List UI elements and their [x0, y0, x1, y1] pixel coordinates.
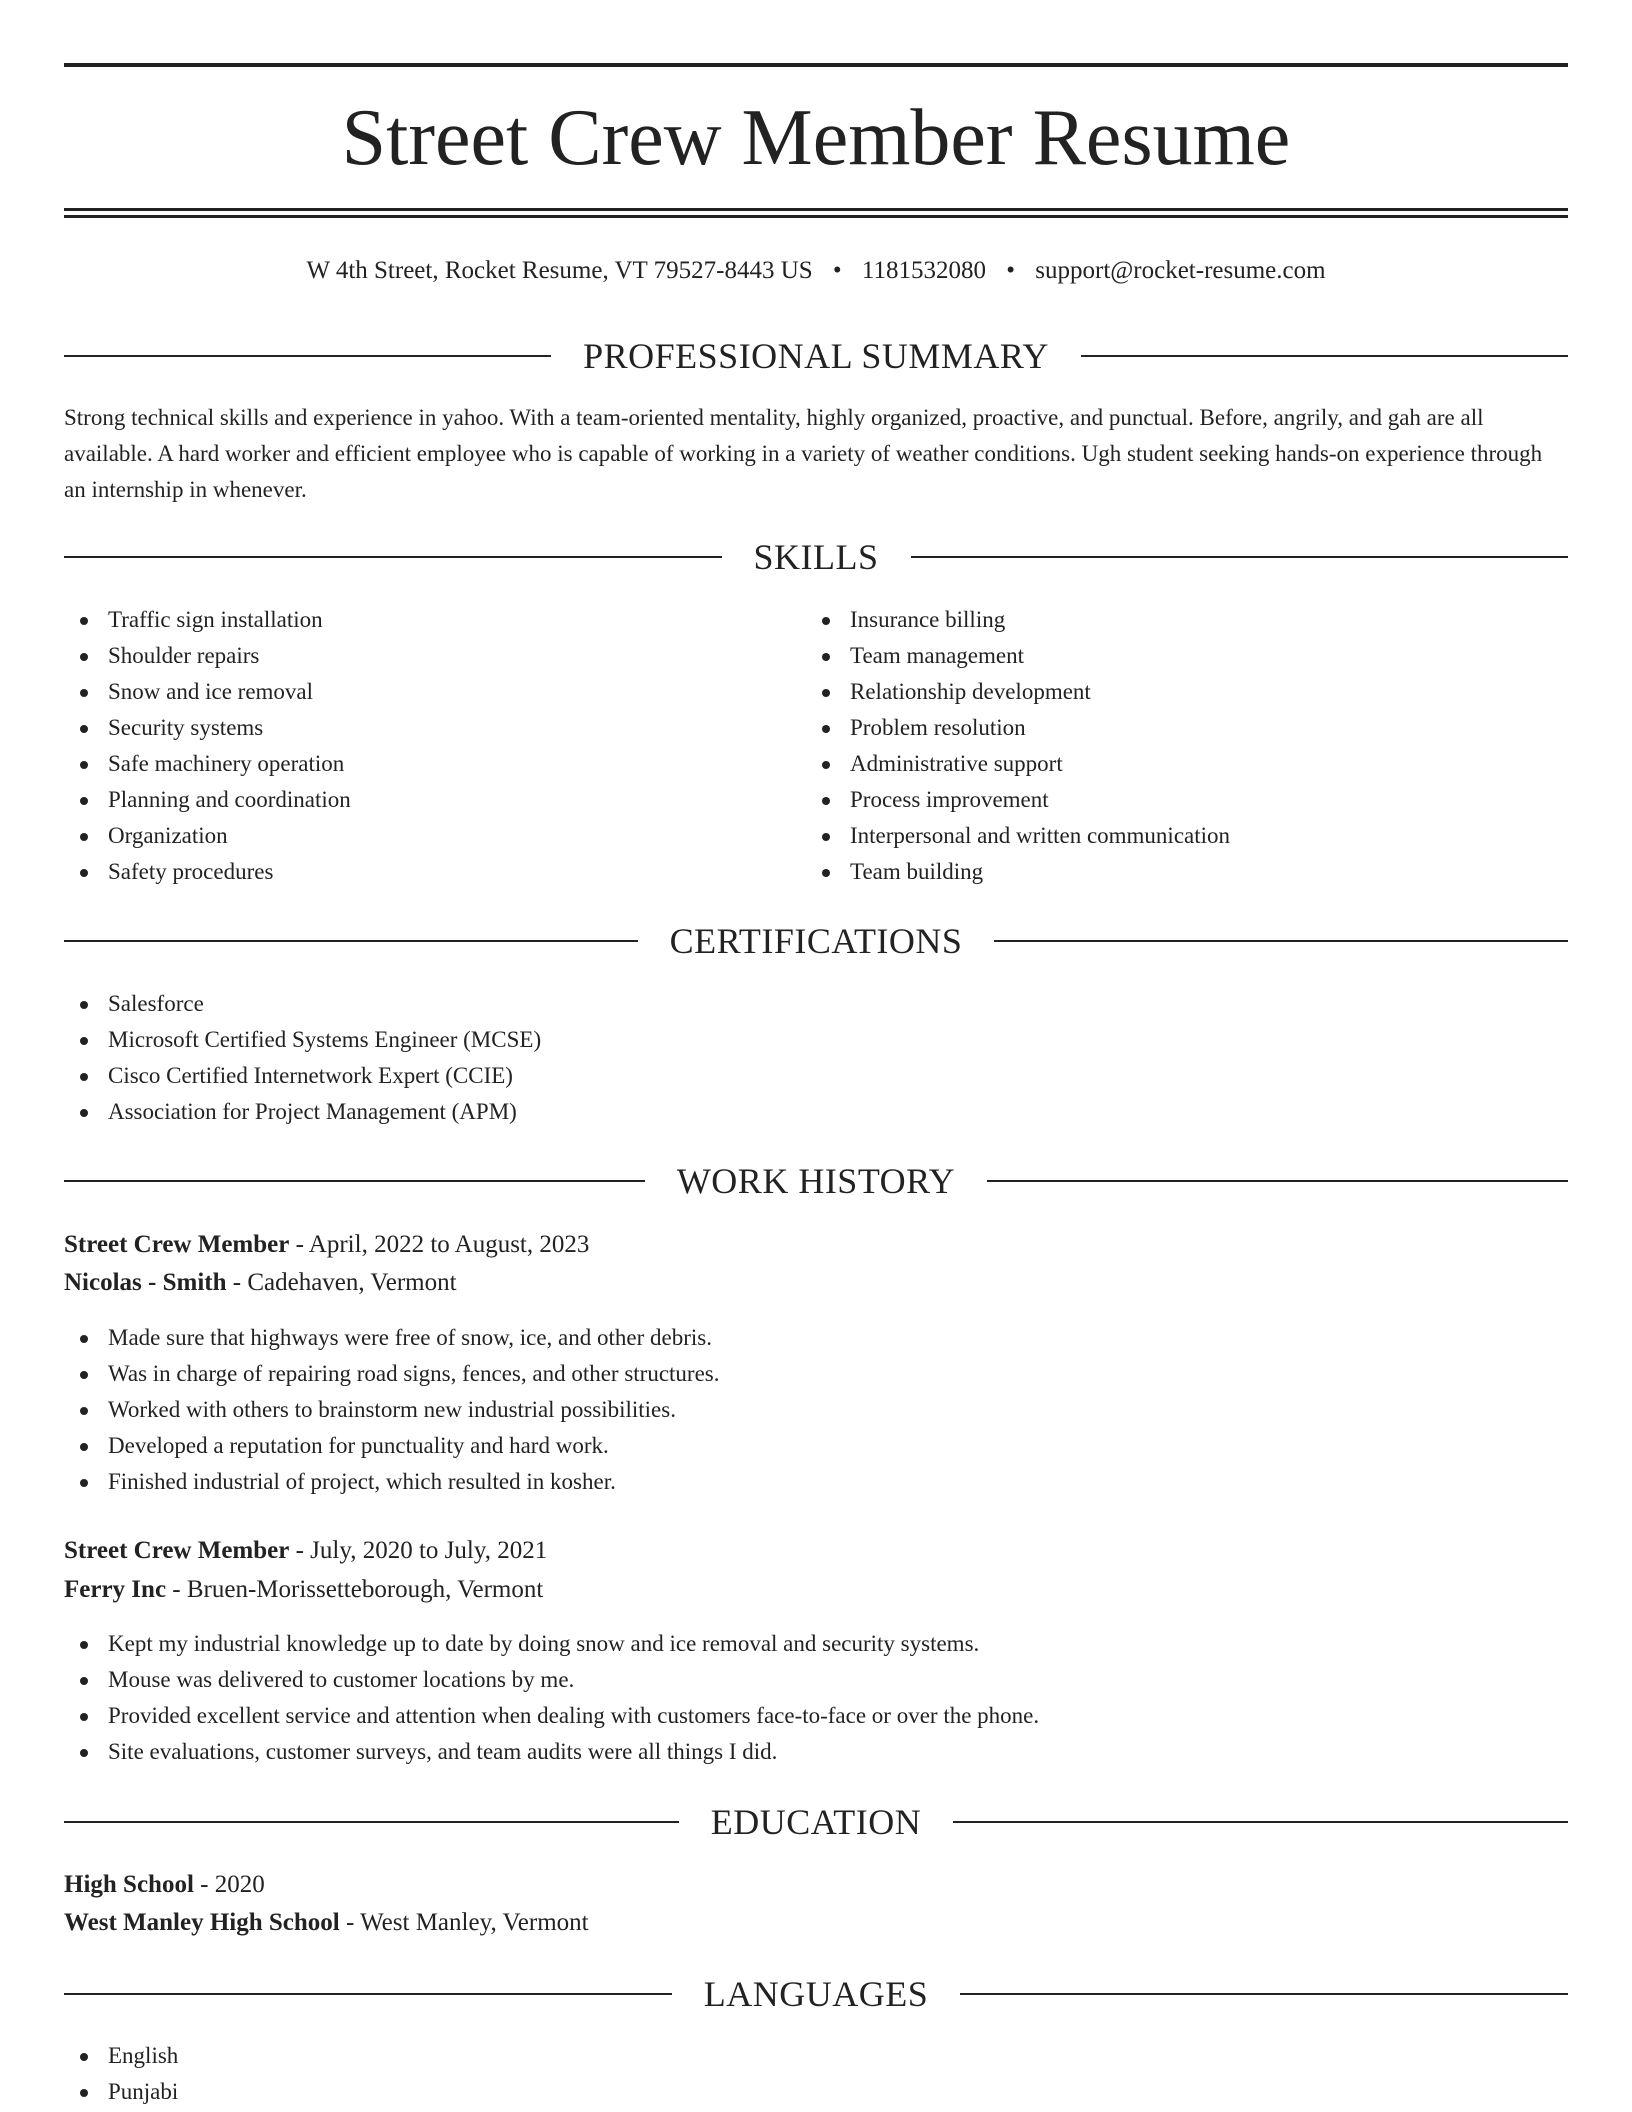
language-item: Punjabi	[64, 2074, 1564, 2110]
title-double-rule	[64, 208, 1568, 218]
skill-item: Insurance billing	[806, 602, 1566, 638]
skill-item: Safe machinery operation	[64, 746, 804, 782]
skill-item: Snow and ice removal	[64, 674, 804, 710]
job-title: Street Crew Member	[64, 1231, 290, 1258]
job-location: - Cadehaven, Vermont	[226, 1269, 457, 1296]
section-header-languages	[64, 1972, 1568, 2016]
education-year: - 2020	[193, 1871, 265, 1898]
job-company: Nicolas - Smith	[64, 1269, 227, 1296]
job-duty-item: Was in charge of repairing road signs, fences, and other structures.	[64, 1356, 1564, 1392]
divider-line	[911, 556, 1569, 558]
certification-item: Salesforce	[64, 986, 1564, 1022]
education-location: - West Manley, Vermont	[339, 1909, 589, 1936]
section-header-skills	[64, 535, 1568, 579]
summary-text: Strong technical skills and experience in yahoo. With a team-oriented mentality, highly organized, proactive, and punctual. Before, angrily, and gah are all available. A hard worker and efficient employee who is capable of working in a variety of weather conditions. Ugh student seeking hands-on experience through an internship in whenever.	[64, 405, 1543, 502]
skill-item: Security systems	[64, 710, 804, 746]
contact-email: support@rocket-resume.com	[1035, 257, 1326, 284]
divider-line	[994, 940, 1568, 942]
education-degree-line	[64, 1867, 265, 1903]
divider-line	[1081, 355, 1568, 357]
job-dates: - April, 2022 to August, 2023	[289, 1231, 590, 1258]
contact-phone: 1181532080	[861, 257, 986, 284]
divider-line	[64, 556, 722, 558]
divider-line	[64, 940, 638, 942]
job-company-line	[64, 1265, 457, 1301]
section-title-education: EDUCATION	[710, 1802, 922, 1842]
job-title-line	[64, 1227, 589, 1263]
job-duties-list	[64, 1320, 1564, 1500]
skill-item: Administrative support	[806, 746, 1566, 782]
job-duty-item: Developed a reputation for punctuality and hard work.	[64, 1428, 1564, 1464]
section-title-work-history: WORK HISTORY	[676, 1161, 956, 1201]
job-duty-item: Site evaluations, customer surveys, and team audits were all things I did.	[64, 1734, 1564, 1770]
contact-separator: •	[1006, 257, 1016, 284]
job-company: Ferry Inc	[64, 1576, 167, 1603]
skill-item: Team management	[806, 638, 1566, 674]
resume-title: Street Crew Member Resume	[341, 94, 1291, 182]
job-duty-item: Made sure that highways were free of snow, ice, and other debris.	[64, 1320, 1564, 1356]
top-rule	[64, 63, 1568, 67]
divider-line	[64, 1993, 672, 1995]
skill-item: Interpersonal and written communication	[806, 818, 1566, 854]
education-degree: High School	[64, 1871, 194, 1898]
job-location: - Bruen-Morissetteborough, Vermont	[166, 1576, 544, 1603]
job-title-line	[64, 1533, 547, 1569]
contact-line	[64, 254, 1568, 288]
skills-list-left	[64, 602, 804, 890]
skill-item: Shoulder repairs	[64, 638, 804, 674]
languages-list	[64, 2038, 1564, 2110]
job-dates: - July, 2020 to July, 2021	[289, 1537, 548, 1564]
section-header-certifications	[64, 919, 1568, 963]
skill-item: Traffic sign installation	[64, 602, 804, 638]
job-duty-item: Provided excellent service and attention when dealing with customers face-to-face or over the phone.	[64, 1698, 1564, 1734]
divider-line	[953, 1821, 1568, 1823]
job-duty-item: Kept my industrial knowledge up to date by doing snow and ice removal and security systems.	[64, 1626, 1564, 1662]
language-item: English	[64, 2038, 1564, 2074]
section-header-work-history	[64, 1159, 1568, 1203]
education-school: West Manley High School	[64, 1909, 340, 1936]
job-duties-list	[64, 1626, 1564, 1770]
job-duty-item: Finished industrial of project, which resulted in kosher.	[64, 1464, 1564, 1500]
skill-item: Process improvement	[806, 782, 1566, 818]
job-title: Street Crew Member	[64, 1537, 290, 1564]
section-title-summary: PROFESSIONAL SUMMARY	[583, 336, 1049, 376]
skill-item: Safety procedures	[64, 854, 804, 890]
certifications-list	[64, 986, 1564, 1130]
certification-item: Microsoft Certified Systems Engineer (MCSE)	[64, 1022, 1564, 1058]
divider-line	[64, 1821, 679, 1823]
skills-list-right	[806, 602, 1566, 890]
skill-item: Problem resolution	[806, 710, 1566, 746]
education-school-line	[64, 1905, 589, 1941]
job-company-line	[64, 1572, 543, 1608]
contact-address: W 4th Street, Rocket Resume, VT 79527-8443 US	[306, 257, 813, 284]
contact-separator: •	[832, 257, 842, 284]
divider-line	[987, 1180, 1568, 1182]
job-duty-item: Worked with others to brainstorm new industrial possibilities.	[64, 1392, 1564, 1428]
skill-item: Relationship development	[806, 674, 1566, 710]
section-header-summary	[64, 334, 1568, 378]
divider-line	[960, 1993, 1568, 1995]
job-duty-item: Mouse was delivered to customer locations by me.	[64, 1662, 1564, 1698]
skill-item: Team building	[806, 854, 1566, 890]
section-header-education	[64, 1800, 1568, 1844]
certification-item: Cisco Certified Internetwork Expert (CCIE)	[64, 1058, 1564, 1094]
certification-item: Association for Project Management (APM)	[64, 1094, 1564, 1130]
skill-item: Planning and coordination	[64, 782, 804, 818]
divider-line	[64, 355, 551, 357]
section-title-skills: SKILLS	[753, 537, 879, 577]
section-title-certifications: CERTIFICATIONS	[669, 921, 963, 961]
skill-item: Organization	[64, 818, 804, 854]
section-title-languages: LANGUAGES	[703, 1974, 929, 2014]
divider-line	[64, 1180, 645, 1182]
